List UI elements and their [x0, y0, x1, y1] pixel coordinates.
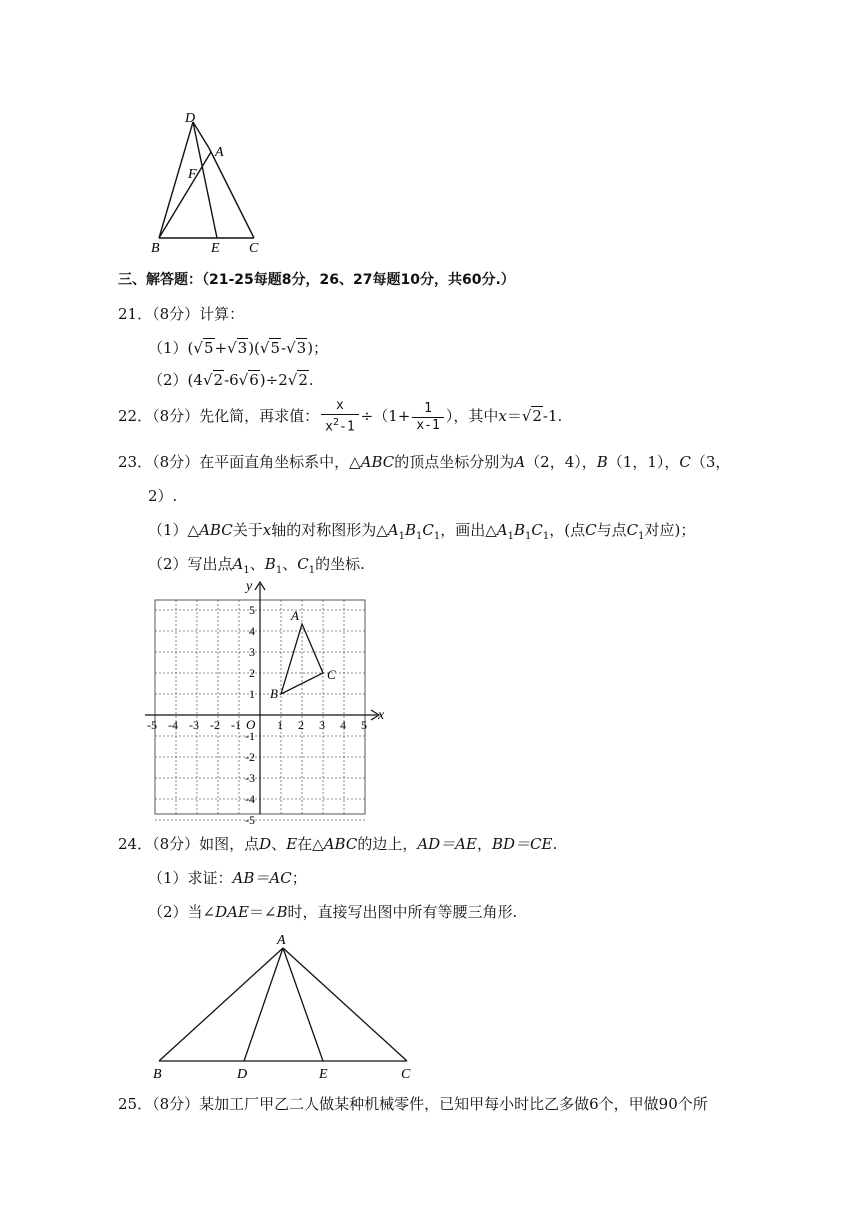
q24-part2: （2）当∠DAE＝∠B时，直接写出图中所有等腰三角形. [148, 903, 518, 921]
fraction-1: $\frac{x}{x^2-1}$ [321, 398, 359, 435]
point-c-label: C [327, 667, 336, 682]
q23-part1: （1）△ABC关于x轴的对称图形为$\triangle A_1B_1C_1$，画出$\triangle A_1B_1C_1$，(点C与点$C_1$对应)； [148, 521, 696, 542]
origin-label: O [246, 717, 256, 732]
label-a: A [215, 145, 224, 160]
y-tick-label: 2 [249, 666, 255, 680]
point-a-label: A [291, 608, 299, 623]
q21-part1: （1）(√5+√3)(√5-√3)； [148, 339, 329, 357]
y-tick-label: 4 [249, 624, 255, 638]
triangle-figure-24 [145, 928, 425, 1084]
y-tick-label: -5 [245, 813, 255, 827]
triangle-figure-20 [145, 108, 275, 258]
q22-line: 22．（8分）先化简，再求值： $\frac{x}{x^2-1}$ ÷（1+ $\frac{1}{x-1}$ ），其中x＝√2-1. [118, 398, 563, 435]
x-tick-label: -2 [210, 718, 220, 732]
x-tick-label: 3 [319, 718, 325, 732]
label-f: F [188, 167, 197, 182]
y-tick-label: -4 [245, 792, 255, 806]
label-e: E [211, 241, 220, 256]
q23-part2: （2）写出点$A_1$、$B_1$、$C_1$的坐标. [148, 555, 365, 576]
label-d: D [185, 111, 196, 126]
section-title: 三、解答题：（21-25每题8分，26、27每题10分，共60分.） [118, 272, 515, 288]
y-tick-label: -2 [245, 750, 255, 764]
label-b: B [151, 241, 160, 256]
q24-part1: （1）求证：AB＝AC； [148, 869, 307, 887]
label-b: B [153, 1067, 162, 1082]
y-tick-label: -1 [245, 729, 255, 743]
x-tick-label: -5 [147, 718, 157, 732]
x-tick-label: -3 [189, 718, 199, 732]
y-tick-label: -3 [245, 771, 255, 785]
q21-part2: （2）(4√2-6√6)÷2√2. [148, 371, 314, 389]
x-tick-label: -1 [231, 718, 241, 732]
q21-stem: 21．（8分）计算： [118, 305, 245, 323]
q23-line2: 2）. [148, 487, 178, 505]
label-c: C [401, 1067, 411, 1082]
x-axis-label: x [378, 708, 385, 723]
coordinate-grid [145, 578, 395, 827]
label-e: E [319, 1067, 328, 1082]
y-tick-label: 3 [249, 645, 255, 659]
x-tick-label: 4 [340, 718, 346, 732]
y-tick-label: 1 [249, 687, 255, 701]
label-a: A [277, 933, 286, 948]
x-tick-label: -4 [168, 718, 178, 732]
label-d: D [237, 1067, 248, 1082]
q24-line1: 24．（8分）如图，点D、E在△ABC的边上，AD＝AE，BD＝CE. [118, 835, 558, 853]
label-c: C [249, 241, 259, 256]
x-tick-label: 5 [361, 718, 367, 732]
y-tick-label: 5 [249, 603, 255, 617]
q23-line1: 23．（8分）在平面直角坐标系中，△ABC的顶点坐标分别为A（2，4），B（1，1），C（3， [118, 453, 731, 471]
y-axis-label: y [246, 579, 253, 594]
q25-line: 25．（8分）某加工厂甲乙二人做某种机械零件，已知甲每小时比乙多做6个，甲做90个所 [118, 1095, 708, 1113]
fraction-2: $\frac{1}{x-1}$ [412, 401, 443, 434]
x-tick-label: 1 [277, 718, 283, 732]
point-b-label: B [270, 686, 278, 701]
x-tick-label: 2 [298, 718, 304, 732]
